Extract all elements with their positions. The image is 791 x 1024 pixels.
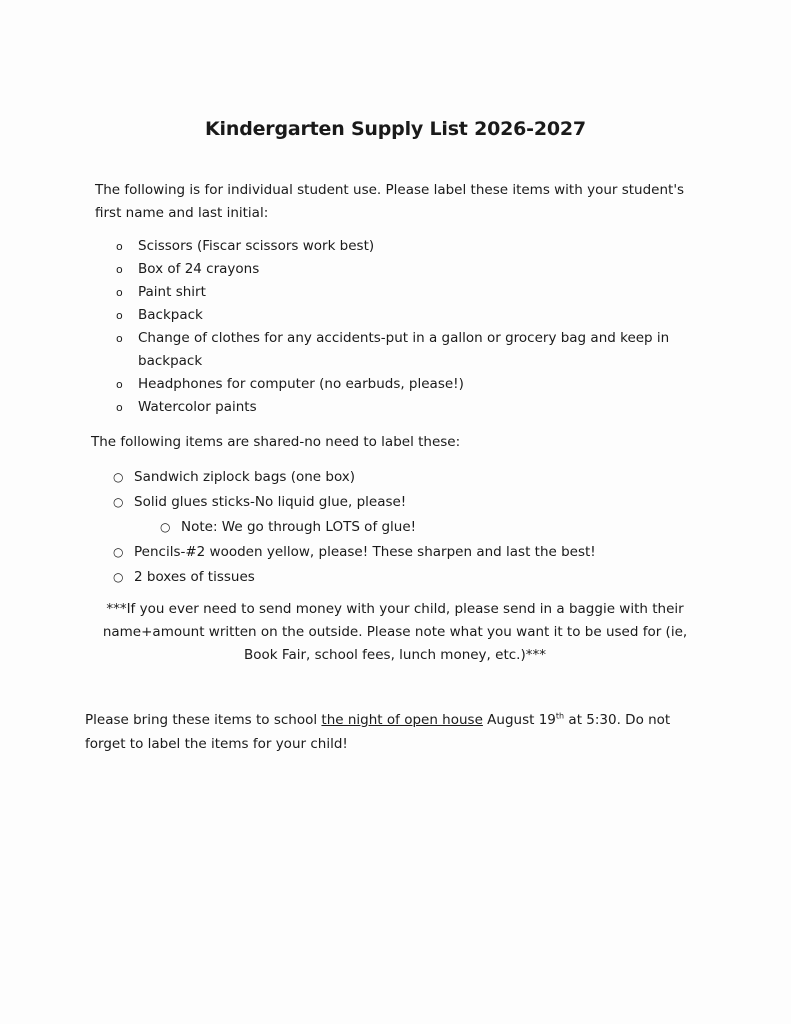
list-item: ○ 2 boxes of tissues [113, 565, 713, 590]
intro-paragraph: The following is for individual student use. Please label these items with your student's first name and last initial: [95, 182, 685, 221]
bullet-icon: o [116, 332, 123, 345]
list-item: o Watercolor paints [116, 396, 696, 419]
ordinal-suffix: th [555, 711, 565, 721]
list-item: o Headphones for computer (no earbuds, please!) [116, 373, 696, 396]
bullet-icon: o [116, 263, 123, 276]
money-note: ***If you ever need to send money with your child, please send in a baggie with their name+amount written on the outside. Please note what you want it to be used for (ie, Book Fair, school fees, lunch money, etc.)*** [102, 601, 688, 663]
bullet-icon: o [116, 378, 123, 391]
list-item: o Backpack [116, 304, 696, 327]
shared-items-heading: The following items are shared-no need to label these: [91, 434, 461, 450]
list-item: o Paint shirt [116, 281, 696, 304]
list-item: o Scissors (Fiscar scissors work best) [116, 235, 696, 258]
individual-supply-list [116, 235, 696, 419]
sub-list-item: ○ Note: We go through LOTS of glue! [113, 515, 713, 540]
list-item: ○ Pencils-#2 wooden yellow, please! These sharpen and last the best! [113, 540, 713, 565]
bullet-icon: o [116, 240, 123, 253]
closing-paragraph: Please bring these items to school the night of open house August 19th at 5:30. Do not forget to label the items for your child! [85, 711, 671, 752]
document-title: Kindergarten Supply List 2026-2027 [205, 118, 586, 140]
bullet-icon: ○ [160, 520, 171, 534]
list-item: o Change of clothes for any accidents-put in a gallon or grocery bag and keep in backpack [116, 327, 696, 373]
list-item: ○ Solid glues sticks-No liquid glue, please! [113, 490, 713, 515]
bullet-icon: ○ [113, 470, 124, 484]
shared-supply-list [113, 465, 713, 590]
bullet-icon: ○ [113, 570, 124, 584]
bullet-icon: ○ [113, 495, 124, 509]
bullet-icon: ○ [113, 545, 124, 559]
bullet-icon: o [116, 286, 123, 299]
list-item: ○ Sandwich ziplock bags (one box) [113, 465, 713, 490]
bullet-icon: o [116, 309, 123, 322]
bullet-icon: o [116, 401, 123, 414]
open-house-underlined: the night of open house [321, 712, 483, 728]
list-item: o Box of 24 crayons [116, 258, 696, 281]
